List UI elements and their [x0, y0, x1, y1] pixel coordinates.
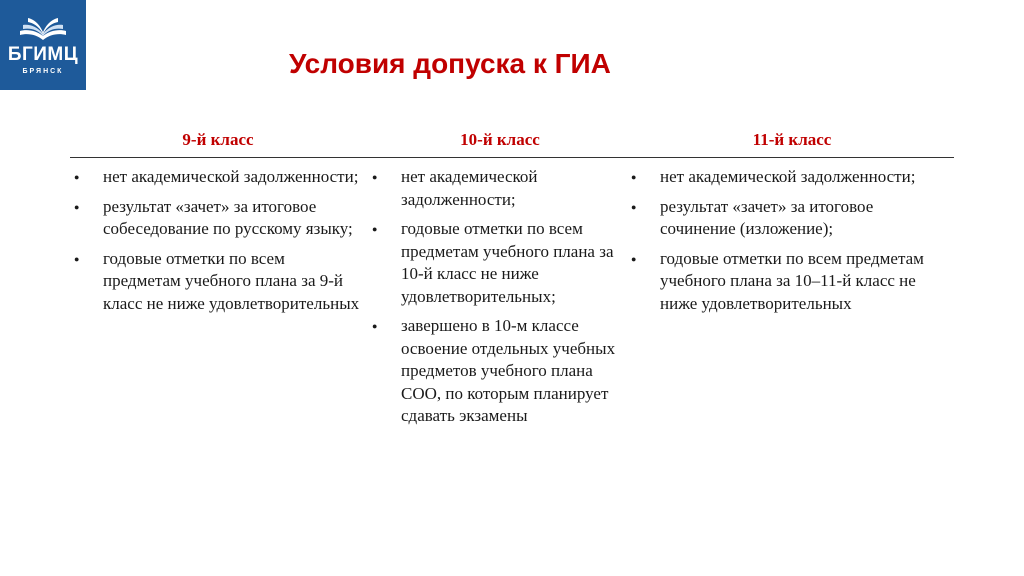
logo: [0, 0, 86, 90]
column-header-10: 10-й класс: [460, 130, 540, 149]
list-item: ● нет академической задолженности;: [368, 166, 628, 211]
logo-city: БРЯНСК: [22, 68, 64, 75]
column-header-9: 9-й класс: [182, 130, 254, 149]
list-item: ● нет академической задолженности;: [70, 166, 366, 189]
column-11: [627, 166, 947, 322]
logo-name: БГИМЦ: [7, 44, 79, 65]
page-title: Условия допуска к ГИА: [289, 48, 611, 79]
column-10: [368, 166, 628, 435]
list-item: ● завершено в 10-м классе освоение отдельных учебных предметов учебного плана СОО, по которым планирует сдавать экзамены: [368, 315, 628, 428]
column-9: [70, 166, 366, 322]
list-item: ● результат «зачет» за итоговое сочинение (изложение);: [627, 196, 947, 241]
list-item: ● результат «зачет» за итоговое собеседование по русскому языку;: [70, 196, 366, 241]
list-item: ● годовые отметки по всем предметам учебного плана за 9-й класс не ниже удовлетворительных: [70, 248, 366, 316]
header-divider: [70, 157, 954, 158]
list-item: ● годовые отметки по всем предметам учебного плана за 10–11-й класс не ниже удовлетворительных: [627, 248, 947, 316]
list-item: ● нет академической задолженности;: [627, 166, 947, 189]
column-header-11: 11-й класс: [752, 130, 832, 149]
list-item: ● годовые отметки по всем предметам учебного плана за 10-й класс не ниже удовлетворительных;: [368, 218, 628, 308]
book-icon: [18, 14, 68, 40]
